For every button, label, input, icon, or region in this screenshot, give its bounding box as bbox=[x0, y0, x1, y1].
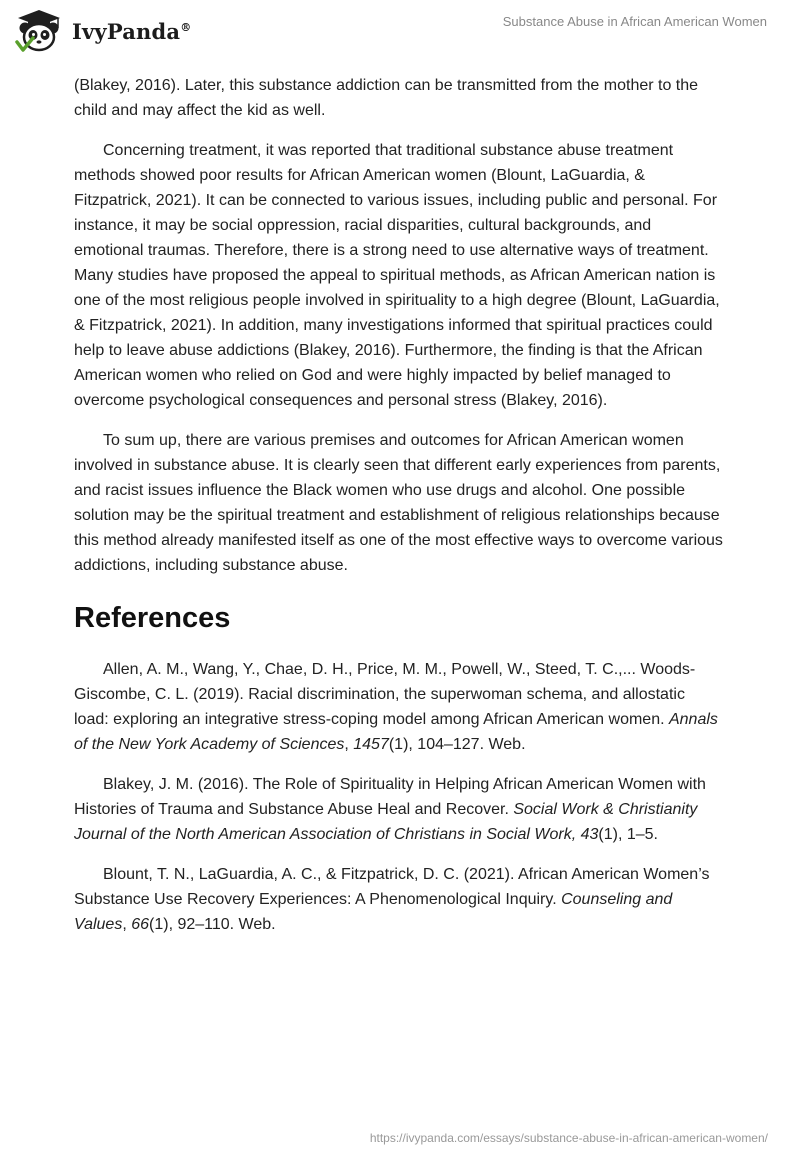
reference-entry: Allen, A. M., Wang, Y., Chae, D. H., Price, M. M., Powell, W., Steed, T. C.,... Woods-Giscombe, C. L. (2019). Racial discrimination, the superwoman schema, and allostatic load: exploring an integrative stress-coping model among African American women. Annals of the New York Academy of Sciences, 1457(1), 104–127. Web. bbox=[74, 661, 718, 753]
reference-entry: Blakey, J. M. (2016). The Role of Spirituality in Helping African American Women with Histories of Trauma and Substance Abuse Heal and Recover. Social Work & Christianity Journal of the North American Association of Christians in Social Work, 43(1), 1–5. bbox=[74, 776, 706, 843]
body-paragraph: (Blakey, 2016). Later, this substance addiction can be transmitted from the mother to the child and may affect the kid as well. bbox=[74, 77, 699, 119]
essay-content bbox=[74, 73, 724, 952]
body-paragraph: Concerning treatment, it was reported that traditional substance abuse treatment methods showed poor results for African American women (Blount, LaGuardia, & Fitzpatrick, 2021). It can be connected to various issues, including public and personal. For instance, it may be social oppression, racial disparities, cultural backgrounds, and emotional traumas. Therefore, there is a strong need to use alternative ways of treatment. Many studies have proposed the appeal to spiritual methods, as African American nation is one of the most religious people involved in spirituality to a high degree (Blount, LaGuardia, & Fitzpatrick, 2021). In addition, many investigations informed that spiritual practices could help to leave abuse addictions (Blakey, 2016). Furthermore, the finding is that the African American women who relied on God and were highly impacted by belief managed to overcome psychological consequences and personal stress (Blakey, 2016). bbox=[74, 142, 720, 409]
page-header bbox=[0, 0, 800, 62]
brand-logo[interactable] bbox=[14, 8, 191, 54]
panda-graduate-logo-icon bbox=[14, 8, 64, 54]
brand-name: IvyPanda® bbox=[72, 18, 192, 44]
references-heading: References bbox=[74, 602, 231, 634]
reference-entry: Blount, T. N., LaGuardia, A. C., & Fitzpatrick, D. C. (2021). African American Women’s Substance Use Recovery Experiences: A Phenomenological Inquiry. Counseling and Values, 66(1), 92–110. Web. bbox=[74, 866, 710, 933]
body-paragraph: To sum up, there are various premises and outcomes for African American women involved in substance abuse. It is clearly seen that different early experiences from parents, and racist issues influence the Black women who use drugs and alcohol. One possible solution may be the spiritual treatment and establishment of religious relationships because this method already manifested itself as one of the most effective ways to overcome various addictions, including substance abuse. bbox=[74, 432, 723, 574]
source-url-link[interactable]: https://ivypanda.com/essays/substance-abuse-in-african-american-women/ bbox=[369, 1131, 768, 1145]
document-title: Substance Abuse in African American Women bbox=[502, 14, 767, 29]
